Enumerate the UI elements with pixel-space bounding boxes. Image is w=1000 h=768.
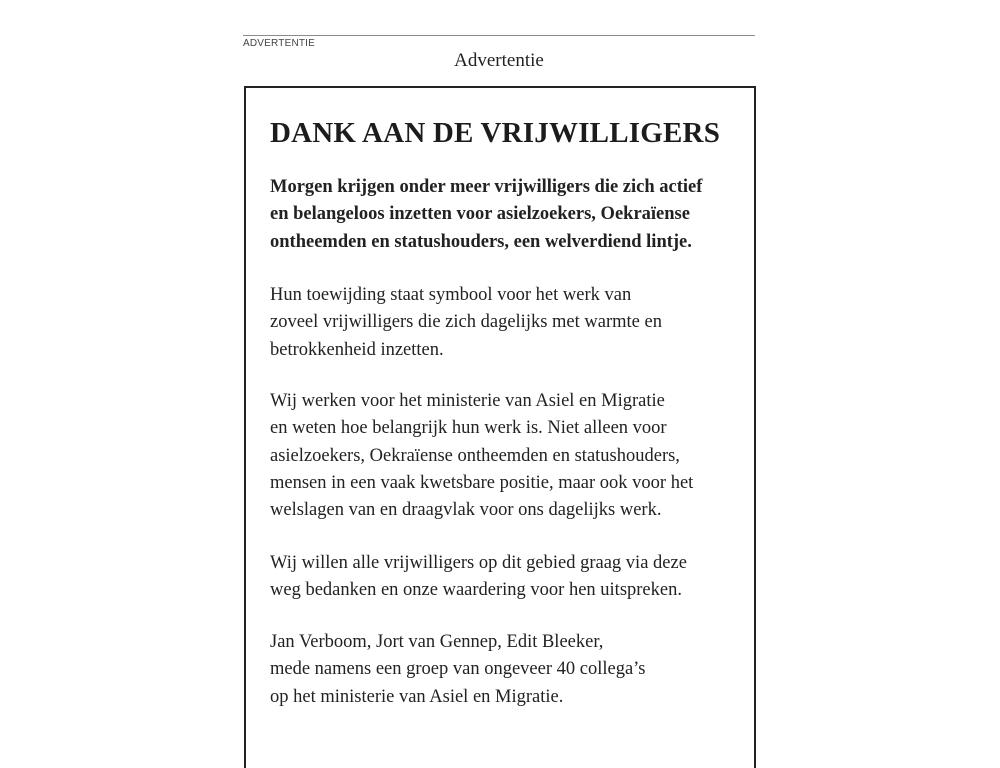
top-divider bbox=[243, 35, 755, 36]
advertisement-heading: Advertentie bbox=[454, 50, 544, 71]
ad-title: DANK AAN DE VRIJWILLIGERS bbox=[270, 117, 721, 149]
text-line: en belangeloos inzetten voor asielzoekers, Oekraïense bbox=[270, 204, 690, 225]
text-line: op het ministerie van Asiel en Migratie. bbox=[270, 686, 564, 707]
ad-paragraph-1 bbox=[270, 282, 662, 364]
text-line: welslagen van en draagvlak voor ons dagelijks werk. bbox=[270, 500, 662, 521]
text-line: en weten hoe belangrijk hun werk is. Niet alleen voor bbox=[270, 418, 667, 439]
text-line: betrokkenheid inzetten. bbox=[270, 339, 444, 360]
ad-signature bbox=[270, 629, 646, 711]
text-line: ontheemden en statushouders, een welverdiend lintje. bbox=[270, 231, 692, 252]
text-line: Hun toewijding staat symbool voor het werk van bbox=[270, 285, 632, 305]
text-line: zoveel vrijwilligers die zich dagelijks met warmte en bbox=[270, 312, 662, 333]
text-line: Jan Verboom, Jort van Gennep, Edit Bleeker, bbox=[270, 632, 604, 652]
ad-intro bbox=[270, 174, 702, 256]
text-line: asielzoekers, Oekraïense ontheemden en statushouders, bbox=[270, 445, 680, 466]
text-line: Wij willen alle vrijwilligers op dit gebied graag via deze bbox=[270, 553, 687, 573]
ad-paragraph-3 bbox=[270, 550, 687, 605]
text-line: Wij werken voor het ministerie van Asiel en Migratie bbox=[270, 391, 665, 411]
text-line: Morgen krijgen onder meer vrijwilligers die zich actief bbox=[270, 177, 703, 197]
section-label: ADVERTENTIE bbox=[243, 38, 316, 49]
text-line: mede namens een groep van ongeveer 40 collega’s bbox=[270, 659, 646, 680]
text-line: weg bedanken en onze waardering voor hen uitspreken. bbox=[270, 580, 682, 601]
ad-paragraph-2 bbox=[270, 388, 693, 524]
text-line: mensen in een vaak kwetsbare positie, maar ook voor het bbox=[270, 472, 694, 493]
